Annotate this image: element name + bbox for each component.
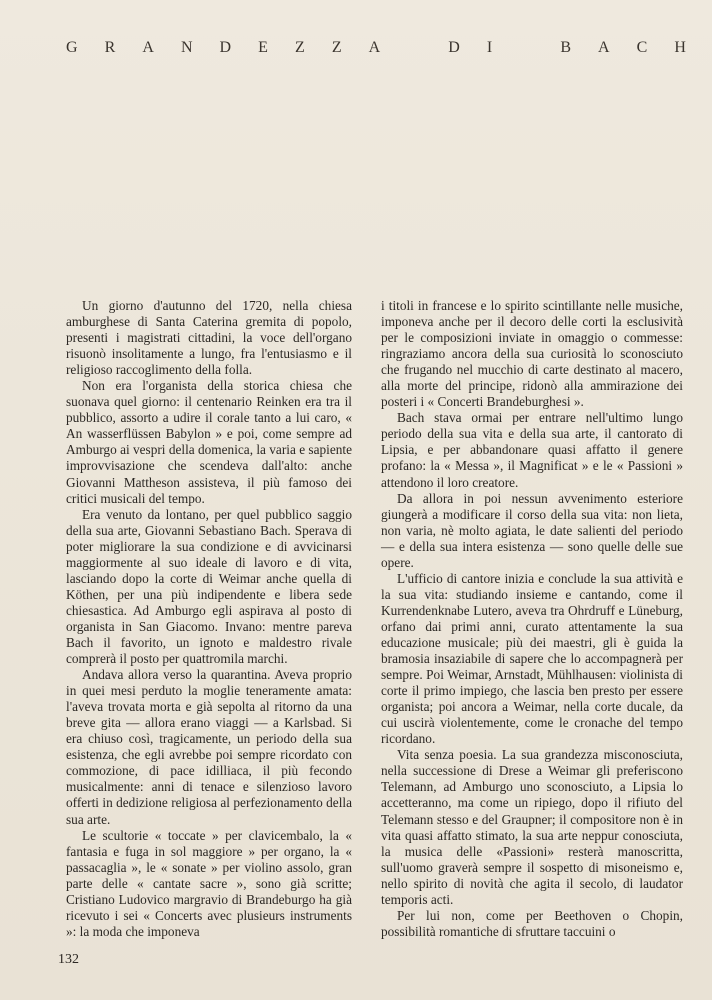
running-head-letter: B — [560, 39, 571, 56]
paragraph: Un giorno d'autunno del 1720, nella chiesa amburghese di Santa Caterina gremita di popolo, presenti i magistrati cittadini, la voce dell'organo risuonò insolitamente a lungo, fra l'entusiasmo e il religioso raccoglimento della folla. — [66, 298, 352, 378]
running-head-letter: R — [104, 39, 116, 56]
running-head-letter: D — [219, 39, 232, 56]
paragraph: Le scultorie « toccate » per clavicembalo, la « fantasia e fuga in sol maggiore » per organo, la « passacaglia », le « sonate » per violino assolo, gran parte delle « cantate sacre », sono già scritte; Cristiano Ludovico margravio di Brandeburgo ha già ricevuto i sei « Concerts avec plusieurs instruments »: la moda che imponeva — [66, 827, 352, 939]
left-text-column — [66, 298, 352, 940]
running-head-letter: Z — [294, 39, 305, 56]
running-head-letter: D — [448, 39, 460, 56]
paragraph: Per lui non, come per Beethoven o Chopin, possibilità romantiche di sfruttare taccuini o — [381, 907, 683, 939]
running-head — [66, 37, 686, 59]
paragraph: Non era l'organista della storica chiesa che suonava quel giorno: il centenario Reinken era tra il pubblico, assorto a udire il corale tanto a lui caro, « An wasserflüssen Babylon » e poi, come sempre ad Amburgo ai vespri della domenica, la varia e sapiente improvvisazione che scendeva dall'alto: anche Giovanni Mattheson assisteva, il più famoso dei critici musicali del tempo. — [66, 378, 352, 506]
paragraph: L'ufficio di cantore inizia e conclude la sua attività e la sua vita: studiando insieme e cantando, come il Kurrendenknabe Lutero, aveva tra Ohrdruff e Lüneburg, orfano dai primi anni, curato attentamente la sua educazione musicale; più dei maestri, gli è guida la bramosia insaziabile di sapere che lo accompagnerà per sempre. Poi Weimar, Arnstadt, Mühlhausen: violinista di corte il primo impiego, che lascia ben presto per essere organista; poi ancora a Weimar, nella corte ducale, da cui uscirà violentemente, come le cronache del tempo ricordano. — [381, 570, 683, 747]
running-head-letter: A — [598, 39, 610, 56]
running-head-letter: C — [636, 39, 648, 56]
running-head-letter: A — [368, 39, 381, 56]
running-head-letter: A — [142, 39, 154, 56]
running-head-letter: I — [486, 39, 493, 56]
running-head-letter: Z — [331, 39, 342, 56]
page-number: 132 — [58, 952, 79, 967]
running-head-letter: G — [66, 39, 78, 56]
running-head-letter: E — [258, 39, 268, 56]
right-text-column — [381, 298, 683, 940]
paragraph: Da allora in poi nessun avvenimento esteriore giungerà a modificare il corso della sua vita: non lieta, non varia, nè molto agiata, le date salienti del periodo — e della sua intera esistenza — sono quelle delle sue opere. — [381, 490, 683, 570]
running-head-letter: H — [674, 39, 686, 56]
running-head-letter: N — [180, 39, 193, 56]
paragraph: i titoli in francese e lo spirito scintillante nelle musiche, imponeva anche per il decoro delle corti la esclusività per le composizioni inviate in omaggio o commesse: ringraziamo ancora della sua curiosità lo sconosciuto che frugando nel mucchio di carte destinato al macero, alla morte del principe, ridonò alla ammirazione dei posteri i « Concerti Brandeburghesi ». — [381, 298, 683, 410]
paragraph: Vita senza poesia. La sua grandezza misconosciuta, nella successione di Drese a Weimar gli preferiscono Telemann, ad Amburgo uno sconosciuto, a Lipsia lo accetteranno, ma come un ripiego, dopo il rifiuto del Telemann stesso e del Graupner; il compositore non è in vita quasi affatto stimato, la sua arte neppur conosciuta, la musica delle «Passioni» resterà manoscritta, sull'uomo graverà sempre il sospetto di misoneismo e, nello spirito di novità che agita il secolo, di laudator temporis acti. — [381, 747, 683, 907]
paragraph: Andava allora verso la quarantina. Aveva proprio in quei mesi perduto la moglie teneramente amata: l'aveva trovata morta e già sepolta al ritorno da una breve gita — allora erano viaggi — a Karlsbad. Si era chiuso così, tragicamente, un periodo della sua esistenza, che egli avrebbe poi sempre ricordato con commozione, di pace idilliaca, il più fecondo musicalmente: anni di tenace e silenzioso lavoro offerti in dedizione religiosa al perfezionamento della sua arte. — [66, 667, 352, 827]
paragraph: Era venuto da lontano, per quel pubblico saggio della sua arte, Giovanni Sebastiano Bach. Sperava di poter migliorare la sua condizione e di avvicinarsi maggiormente al suo ideale di lavoro e di vita, lasciando dopo la corte di Weimar anche quella di Köthen, per una più indipendente e libera sede chiesastica. Ad Amburgo egli aspirava al posto di organista in San Giacomo. Invano: mentre pareva Bach il favorito, un ignoto e maldestro rivale comprerà il posto per quattromila marchi. — [66, 506, 352, 667]
paragraph: Bach stava ormai per entrare nell'ultimo lungo periodo della sua vita e della sua arte, il cantorato di Lipsia, e per abbandonare quasi affatto il genere profano: la « Messa », il Magnificat » e le « Passioni » attendono il loro creatore. — [381, 410, 683, 490]
